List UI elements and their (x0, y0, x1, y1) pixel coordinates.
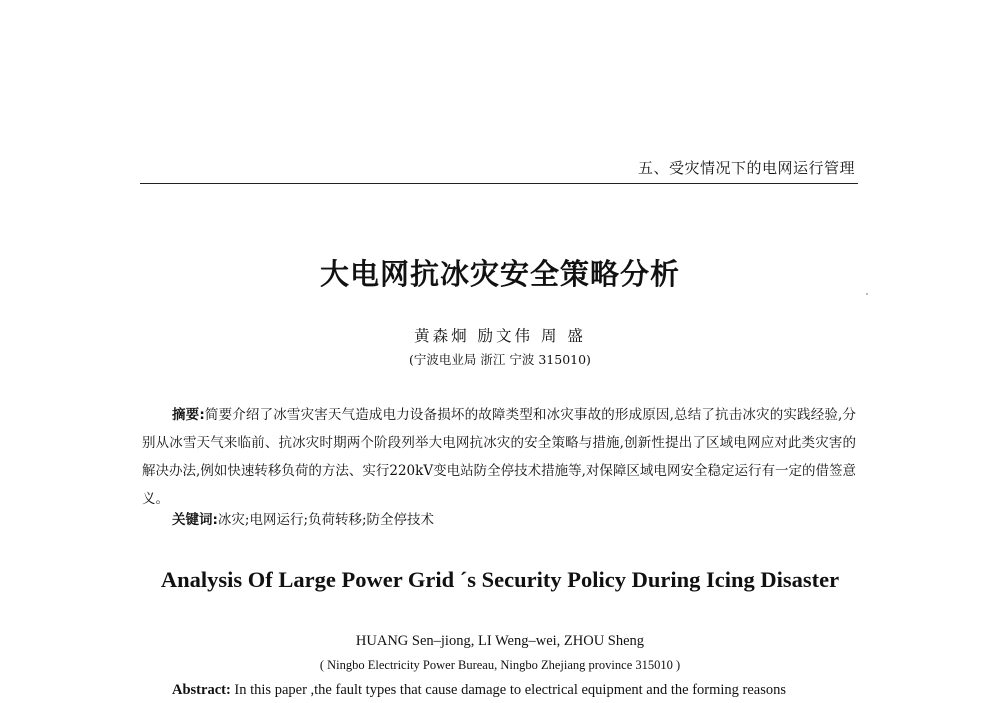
chinese-title: 大电网抗冰灾安全策略分析 (319, 257, 680, 291)
running-head: 五、受灾情况下的电网运行管理 (637, 159, 855, 177)
english-authors: HUANG Sen–jiong, LI Weng–wei, ZHOU Sheng (355, 633, 645, 649)
header-rule (140, 183, 858, 184)
chinese-abstract-text: 简要介绍了冰雪灾害天气造成电力设备损坏的故障类型和冰灾事故的形成原因,总结了抗击冰灾的实践经验,分别从冰雪天气来临前、抗冰灾时期两个阶段列举大电网抗冰灾的安全策略与措施,创新性提出了区域电网应对此类灾害的解决办法,例如快速转移负荷的方法、实行220kV变电站防全停技术措施等,对保障区域电网安全稳定运行有一定的借签意义。 (142, 407, 856, 507)
english-abstract-label: Abstract: (172, 682, 231, 698)
chinese-abstract (142, 401, 856, 513)
chinese-authors: 黄森炯 励文伟 周 盛 (414, 327, 586, 345)
chinese-keywords-label: 关键词: (172, 512, 218, 528)
english-abstract (172, 682, 862, 699)
chinese-abstract-label: 摘要: (172, 407, 205, 423)
chinese-affiliation: (宁波电业局 浙江 宁波 315010) (409, 352, 591, 367)
english-affiliation: ( Ningbo Electricity Power Bureau, Ningbo Zhejiang province 315010 ) (319, 658, 681, 672)
english-abstract-text: In this paper ,the fault types that cause damage to electrical equipment and the forming reasons (234, 682, 787, 698)
chinese-keywords-text: 冰灾;电网运行;负荷转移;防全停技术 (217, 512, 435, 528)
scan-speck (866, 293, 868, 295)
chinese-keywords (172, 508, 434, 532)
english-title: Analysis Of Large Power Grid ´s Security Policy During Icing Disaster (160, 567, 840, 592)
